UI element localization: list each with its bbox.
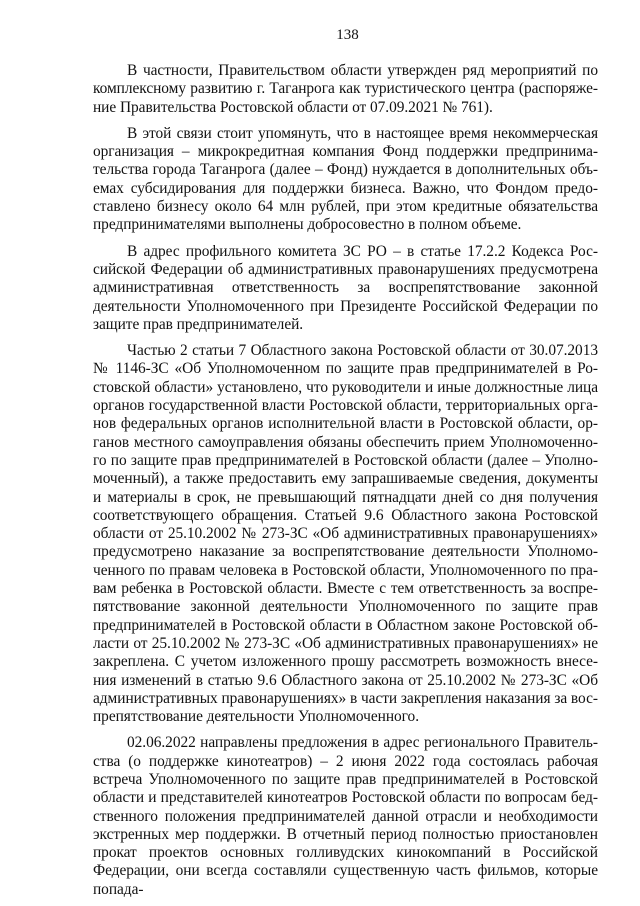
paragraph-regional-law: Частью 2 статьи 7 Областного закона Ростовской области от 30.07.2013 № 1146-ЗС «Об Уполномоченном по защите прав предпринимателей в Ростовской области» установлено, что руководители и иные должностные лица органов государственной власти Ростовской области, территориальных органов федеральных органов исполнительной власти в Ростовской области, органов местного самоуправления обязаны обеспечить прием Уполномоченного по защите прав предпринимателей в Ростовской области (далее – Уполномоченный), а также предоставить ему запрашиваемые сведения, документы и материалы в срок, не превышающий пятнадцати дней со дня получения соответствующего обращения. Статьей 9.6 Областного закона Ростовской области от 25.10.2002 № 273-ЗС «Об административных правонарушениях» предусмотрено наказание за воспрепятствование деятельности Уполномоченного по правам человека в Ростовской области, Уполномоченного по правам ребенка в Ростовской области. Вместе с тем ответственность за воспрепятствование законной деятельности Уполномоченного по защите прав предпринимателей в Ростовской области в Областном законе Ростовской области от 25.10.2002 № 273-ЗС «Об административных правонарушениях» не закреплена. С учетом изложенного прошу рассмотреть возможность внесения изменений в статью 9.6 Областного закона от 25.10.2002 № 273-ЗС «Об административных правонарушениях» в части закрепления наказания за воспрепятствование деятельности Уполномоченного. — [93, 342, 598, 726]
paragraph-administrative-code: В адрес профильного комитета ЗС РО – в статье 17.2.2 Кодекса Российской Федерации об административных правонарушениях предусмотрена административная ответственность за воспрепятствование законной деятельности Уполномоченного при Президенте Российской Федерации по защите прав предпринимателей. — [93, 242, 598, 333]
paragraph-cinema-support: 02.06.2022 направлены предложения в адрес регионального Правительства (о поддержке кинотеатров) – 2 июня 2022 года состоялась рабочая встреча Уполномоченного по защите прав предпринимателей в Ростовской области и представителей кинотеатров Ростовской области по вопросам бедственного положения предпринимателей данной отрасли и необходимости экстренных мер поддержки. В отчетный период полностью приостановлен прокат проектов основных голливудских кинокомпаний в Российской Федерации, они всегда составляли существенную часть фильмов, которые попада- — [93, 734, 598, 898]
page-number: 138 — [336, 27, 359, 43]
paragraph-support-fund: В этой связи стоит упомянуть, что в настоящее время некоммерческая организация – микрокредитная компания Фонд поддержки предпринимательства города Таганрога (далее – Фонд) нуждается в дополнительных объемах субсидирования для поддержки бизнеса. Важно, что Фондом предоставлено бизнесу около 64 млн рублей, при этом кредитные обязательства предпринимателями выполнены добросовестно в полном объеме. — [93, 124, 598, 234]
paragraph-taganrog-tourism: В частности, Правительством области утвержден ряд мероприятий по комплексному развитию г. Таганрога как туристического центра (распоряжение Правительства Ростовской области от 07.09.2021 № 761). — [93, 62, 598, 116]
